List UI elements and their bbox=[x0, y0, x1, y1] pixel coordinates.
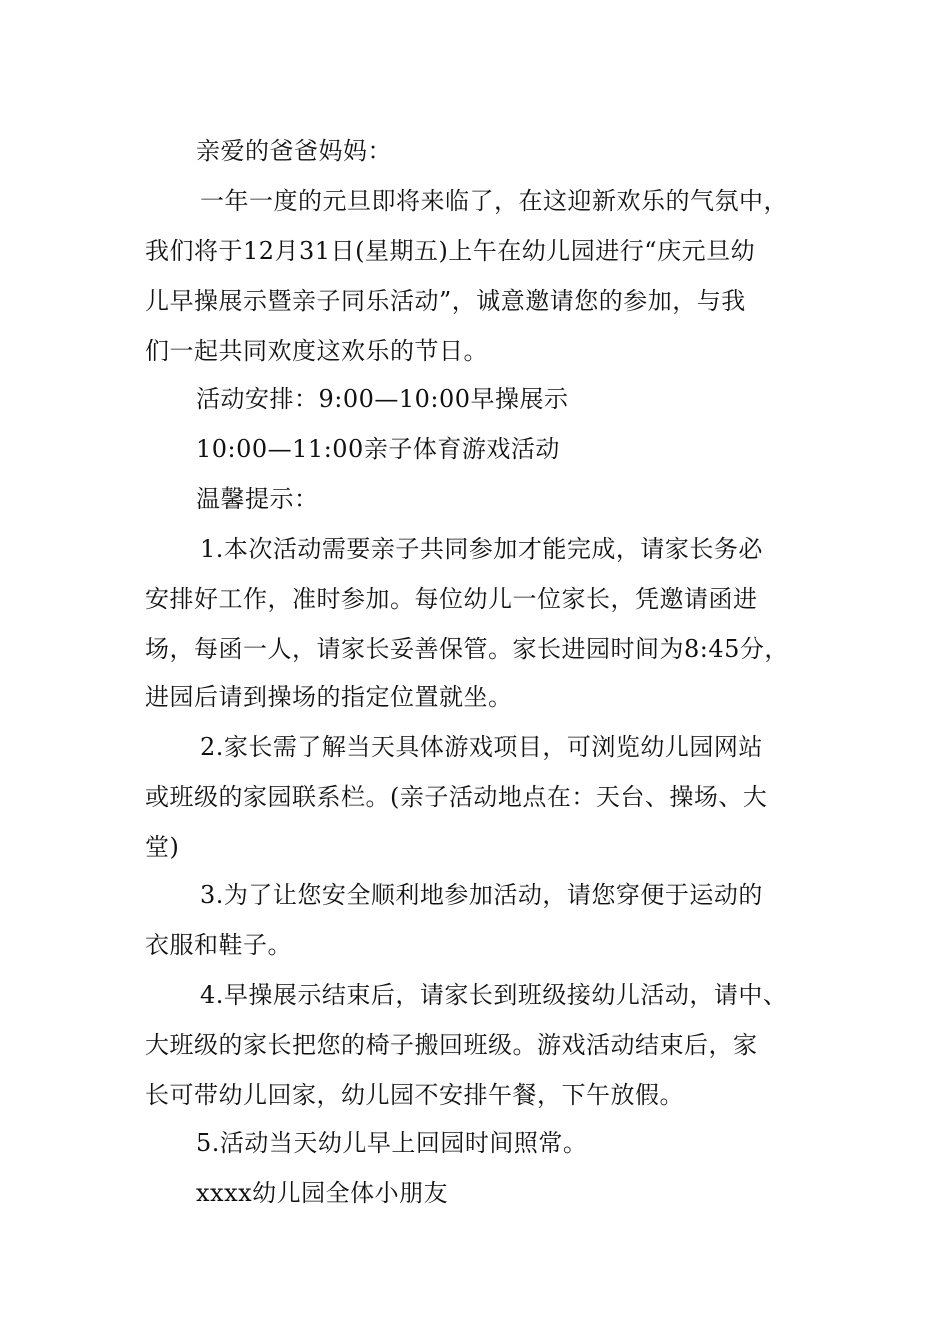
tip2-line-1: 2.家长需了解当天具体游戏项目，可浏览幼儿园网站 bbox=[200, 733, 763, 761]
tip5: 5.活动当天幼儿早上回园时间照常。 bbox=[196, 1129, 588, 1157]
tips-heading: 温馨提示： bbox=[196, 485, 319, 513]
intro-line-1: 一年一度的元旦即将来临了，在这迎新欢乐的气氛中， bbox=[200, 187, 788, 215]
intro-line-2: 我们将于12月31日(星期五)上午在幼儿园进行“庆元旦幼 bbox=[145, 237, 756, 265]
schedule-line-1: 活动安排：9:00—10:00早操展示 bbox=[196, 385, 569, 413]
tip1-line-3: 场，每函一人，请家长妥善保管。家长进园时间为8:45分， bbox=[145, 635, 789, 663]
schedule-line-2: 10:00—11:00亲子体育游戏活动 bbox=[196, 435, 560, 463]
tip1-line-4: 进园后请到操场的指定位置就坐。 bbox=[145, 683, 513, 711]
tip2-line-3: 堂) bbox=[145, 833, 180, 861]
tip4-line-2: 大班级的家长把您的椅子搬回班级。游戏活动结束后，家 bbox=[145, 1031, 758, 1059]
tip3-line-2: 衣服和鞋子。 bbox=[145, 931, 292, 959]
tip2-line-2: 或班级的家园联系栏。(亲子活动地点在：天台、操场、大 bbox=[145, 783, 768, 811]
tip1-line-1: 1.本次活动需要亲子共同参加才能完成，请家长务必 bbox=[200, 535, 763, 563]
greeting: 亲爱的爸爸妈妈： bbox=[196, 137, 392, 165]
tip1-line-2: 安排好工作，准时参加。每位幼儿一位家长，凭邀请函进 bbox=[145, 585, 758, 613]
tip3-line-1: 3.为了让您安全顺利地参加活动，请您穿便于运动的 bbox=[200, 881, 763, 909]
intro-line-4: 们一起共同欢度这欢乐的节日。 bbox=[145, 337, 488, 365]
tip4-line-1: 4.早操展示结束后，请家长到班级接幼儿活动，请中、 bbox=[200, 981, 788, 1009]
signature: xxxx幼儿园全体小朋友 bbox=[196, 1179, 449, 1207]
intro-line-3: 儿早操展示暨亲子同乐活动”，诚意邀请您的参加，与我 bbox=[145, 287, 746, 315]
tip4-line-3: 长可带幼儿回家，幼儿园不安排午餐，下午放假。 bbox=[145, 1081, 684, 1109]
